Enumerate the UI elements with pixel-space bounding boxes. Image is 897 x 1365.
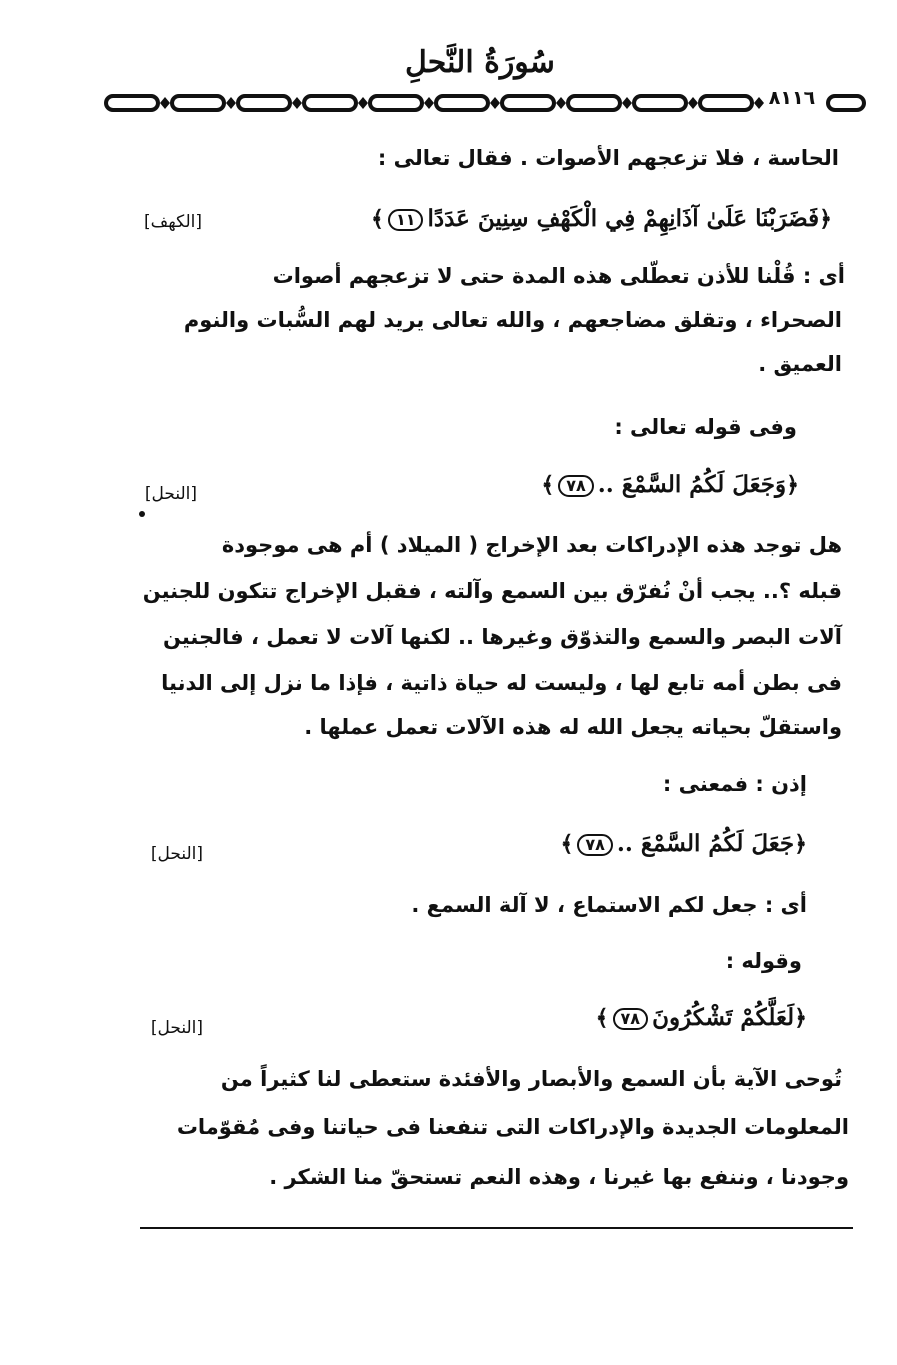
quran-verse <box>371 199 832 241</box>
text-line: واستقلّ بحياته يجعل الله له هذه الآلات تعمل عملها . <box>304 715 842 739</box>
text-line: إذن : فمعنى : <box>662 772 807 796</box>
text-line: العميق . <box>758 352 842 376</box>
text-line: أى : جعل لكم الاستماع ، لا آلة السمع . <box>411 893 807 917</box>
text-line: أى : قُلْنا للأذن تعطّلى هذه المدة حتى لا تزعجهم أصوات <box>272 264 845 288</box>
quran-verse <box>560 824 807 866</box>
surah-reference: [النحل] <box>150 1018 203 1038</box>
text-line: هل توجد هذه الإدراكات بعد الإخراج ( الميلاد ) أم هى موجودة <box>221 533 842 557</box>
ornate-bracket-close: ﴾ <box>595 1005 609 1031</box>
verse-text: جَعَلَ لَكُمُ السَّمْعَ .. <box>616 830 795 857</box>
surah-reference: [النحل] <box>144 484 197 504</box>
ayah-number: ٧٨ <box>613 1008 649 1030</box>
ayah-number: ١١ <box>388 209 424 231</box>
quran-verse <box>596 998 807 1040</box>
ornate-bracket-close: ﴾ <box>371 206 384 232</box>
ornate-bracket-open: ﴿ <box>786 472 799 498</box>
text-line: آلات البصر والسمع والتذوّق وغيرها .. لكنها آلات لا تعمل ، فالجنين <box>162 625 842 649</box>
text-line: وقوله : <box>725 949 802 973</box>
surah-reference: [الكهف] <box>144 212 202 232</box>
text-line: وفى قوله تعالى : <box>614 415 797 439</box>
ornamental-chain-divider <box>100 88 870 118</box>
verse-text: فَضَرَبْنَا عَلَىٰ آذَانِهِمْ فِي الْكَهْفِ سِنِينَ عَدَدًا <box>427 205 820 232</box>
ayah-number: ٧٨ <box>577 834 613 856</box>
ink-dot <box>139 511 145 517</box>
text-line: تُوحى الآية بأن السمع والأبصار والأفئدة ستعطى لنا كثيراً من <box>220 1067 842 1091</box>
text-line: فى بطن أمه تابع لها ، وليست له حياة ذاتية ، فإذا ما نزل إلى الدنيا <box>161 671 842 695</box>
footer-rule <box>140 1227 853 1229</box>
ayah-number: ٧٨ <box>558 475 594 497</box>
surah-title: سُورَةُ النَّحلِ <box>405 45 555 80</box>
ornate-bracket-close: ﴾ <box>541 472 555 498</box>
verse-text: وَجَعَلَ لَكُمُ السَّمْعَ .. <box>597 471 787 498</box>
verse-text: لَعَلَّكُمْ تَشْكُرُونَ <box>652 1004 795 1031</box>
ornate-bracket-open: ﴿ <box>819 206 832 232</box>
text-line: وجودنا ، وننفع بها غيرنا ، وهذه النعم تستحقّ منا الشكر . <box>269 1165 849 1189</box>
page-number: ٨١١٦ <box>768 87 816 109</box>
text-line: الصحراء ، وتقلق مضاجعهم ، والله تعالى يريد لهم السُّبات والنوم <box>183 308 842 332</box>
text-line: الحاسة ، فلا تزعجهم الأصوات . فقال تعالى : <box>377 146 839 170</box>
quran-verse <box>541 465 799 507</box>
ornate-bracket-open: ﴿ <box>794 831 807 857</box>
surah-reference: [النحل] <box>150 844 203 864</box>
ornate-bracket-open: ﴿ <box>794 1005 807 1031</box>
text-line: المعلومات الجديدة والإدراكات التى تنفعنا فى حياتنا وفى مُقوّمات <box>176 1115 849 1139</box>
text-line: قبله ؟.. يجب أنْ نُفرّق بين السمع وآلته ، فقبل الإخراج تتكون للجنين <box>142 579 842 603</box>
ornate-bracket-close: ﴾ <box>560 831 574 857</box>
